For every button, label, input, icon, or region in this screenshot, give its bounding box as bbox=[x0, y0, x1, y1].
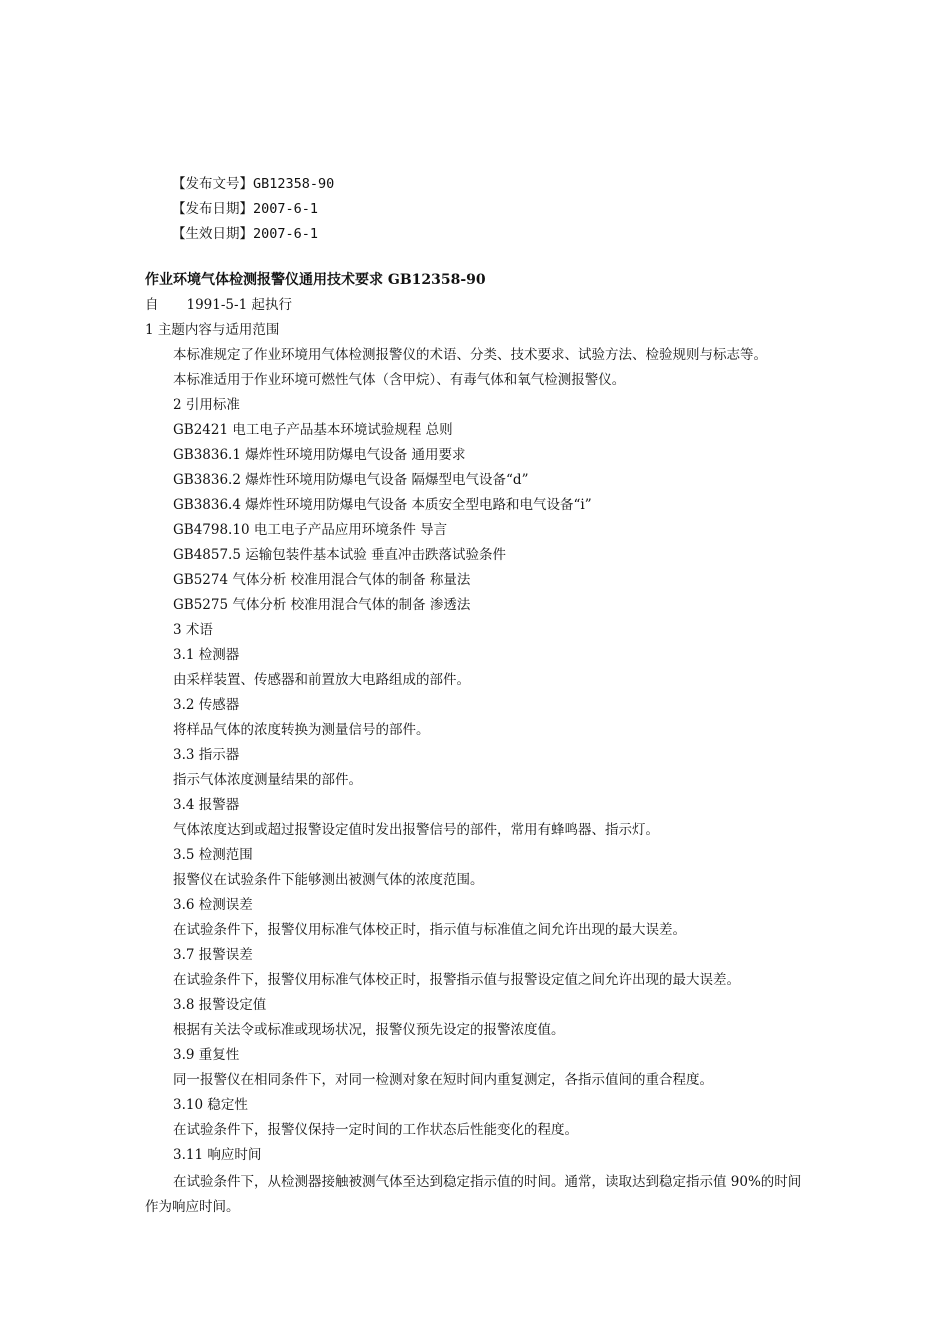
section-1-heading: 1 主题内容与适用范围 bbox=[145, 322, 280, 338]
reference-item: GB4798.10 电工电子产品应用环境条件 导言 bbox=[173, 522, 448, 538]
term-heading: 3.6 检测误差 bbox=[173, 897, 253, 913]
reference-item: GB4857.5 运输包装件基本试验 垂直冲击跌落试验条件 bbox=[173, 547, 507, 563]
reference-item: GB3836.4 爆炸性环境用防爆电气设备 本质安全型电路和电气设备“i” bbox=[173, 497, 592, 513]
effective-date-value: 1991-5-1 bbox=[186, 297, 248, 313]
term-heading: 3.10 稳定性 bbox=[173, 1097, 248, 1113]
reference-item: GB2421 电工电子产品基本环境试验规程 总则 bbox=[173, 422, 453, 438]
term-heading: 3.1 检测器 bbox=[173, 647, 240, 663]
term-heading: 3.8 报警设定值 bbox=[173, 997, 267, 1013]
section-2-heading: 2 引用标准 bbox=[173, 397, 240, 413]
reference-item: GB5275 气体分析 校准用混合气体的制备 渗透法 bbox=[173, 597, 471, 613]
term-definition: 在试验条件下，报警仪用标准气体校正时，指示值与标准值之间允许出现的最大误差。 bbox=[173, 922, 686, 938]
document-metadata bbox=[172, 174, 334, 249]
term-heading: 3.11 响应时间 bbox=[173, 1147, 262, 1163]
reference-item: GB3836.2 爆炸性环境用防爆电气设备 隔爆型电气设备“d” bbox=[173, 472, 529, 488]
term-definition: 根据有关法令或标准或现场状况，报警仪预先设定的报警浓度值。 bbox=[173, 1022, 565, 1038]
term-heading: 3.2 传感器 bbox=[173, 697, 240, 713]
section-3-heading: 3 术语 bbox=[173, 622, 213, 638]
effective-line bbox=[145, 295, 810, 320]
doc-number: 【发布文号】GB12358-90 bbox=[172, 176, 335, 192]
document-body bbox=[145, 270, 810, 1220]
term-heading: 3.7 报警误差 bbox=[173, 947, 253, 963]
term-definition: 将样品气体的浓度转换为测量信号的部件。 bbox=[173, 722, 430, 738]
term-definition: 在试验条件下，报警仪保持一定时间的工作状态后性能变化的程度。 bbox=[173, 1122, 578, 1138]
term-definition: 指示气体浓度测量结果的部件。 bbox=[173, 772, 362, 788]
term-definition: 在试验条件下，报警仪用标准气体校正时，报警指示值与报警设定值之间允许出现的最大误差。 bbox=[173, 972, 740, 988]
effective-suffix: 起执行 bbox=[251, 297, 292, 313]
effective-date: 【生效日期】2007-6-1 bbox=[172, 226, 319, 242]
reference-item: GB3836.1 爆炸性环境用防爆电气设备 通用要求 bbox=[173, 447, 466, 463]
term-definition: 气体浓度达到或超过报警设定值时发出报警信号的部件，常用有蜂鸣器、指示灯。 bbox=[173, 822, 659, 838]
reference-item: GB5274 气体分析 校准用混合气体的制备 称量法 bbox=[173, 572, 471, 588]
term-definition: 同一报警仪在相同条件下，对同一检测对象在短时间内重复测定，各指示值间的重合程度。 bbox=[173, 1072, 713, 1088]
term-heading: 3.3 指示器 bbox=[173, 747, 240, 763]
document-title: 作业环境气体检测报警仪通用技术要求 GB12358-90 bbox=[145, 272, 486, 288]
section-1-paragraph: 本标准适用于作业环境可燃性气体（含甲烷）、有毒气体和氧气检测报警仪。 bbox=[173, 372, 626, 388]
term-definition: 报警仪在试验条件下能够测出被测气体的浓度范围。 bbox=[173, 872, 484, 888]
publish-date: 【发布日期】2007-6-1 bbox=[172, 201, 319, 217]
term-definition: 在试验条件下，从检测器接触被测气体至达到稳定指示值的时间。通常，读取达到稳定指示值 90%的时间作为响应时间。 bbox=[145, 1174, 802, 1215]
effective-prefix: 自 bbox=[145, 297, 159, 313]
term-heading: 3.5 检测范围 bbox=[173, 847, 253, 863]
term-heading: 3.9 重复性 bbox=[173, 1047, 240, 1063]
term-heading: 3.4 报警器 bbox=[173, 797, 240, 813]
section-1-paragraph: 本标准规定了作业环境用气体检测报警仪的术语、分类、技术要求、试验方法、检验规则与标志等。 bbox=[173, 347, 767, 363]
term-definition: 由采样装置、传感器和前置放大电路组成的部件。 bbox=[173, 672, 470, 688]
